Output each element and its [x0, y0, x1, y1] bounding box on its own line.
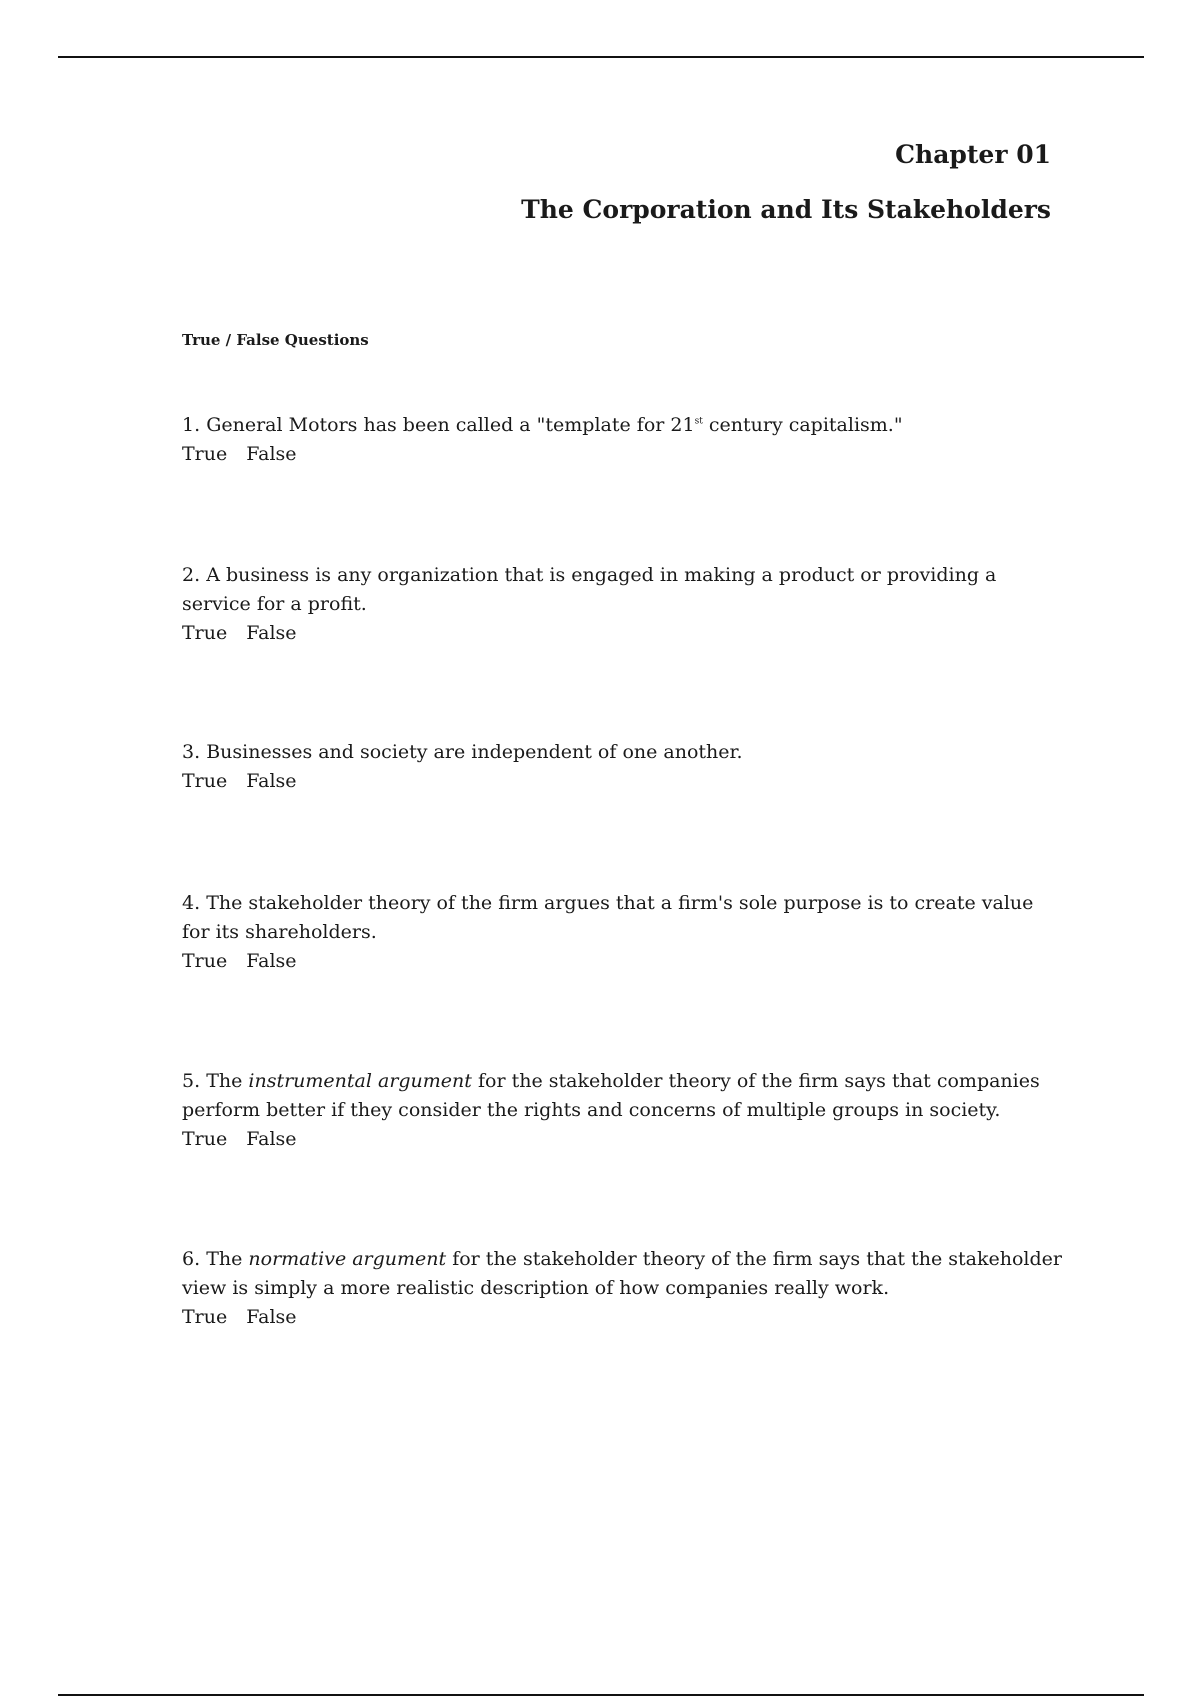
question-number: 6.	[182, 1248, 201, 1270]
answer-options	[182, 767, 1062, 796]
question-text	[182, 1245, 1062, 1303]
answer-false: False	[246, 1128, 297, 1150]
answer-options	[182, 1303, 1062, 1332]
question-text	[182, 561, 1062, 619]
answer-false: False	[246, 622, 297, 644]
question-text	[182, 411, 1062, 440]
question-6	[182, 1245, 1062, 1332]
question-number: 4.	[182, 892, 201, 914]
answer-true: True	[182, 622, 228, 644]
question-number: 5.	[182, 1070, 201, 1092]
question-text-part: The	[206, 1070, 249, 1092]
answer-options	[182, 947, 1062, 976]
answer-true: True	[182, 1306, 228, 1328]
answer-false: False	[246, 950, 297, 972]
emphasized-term: instrumental argument	[248, 1070, 472, 1092]
question-text-part: A business is any organization that is engaged in making a product or providing a service for a profit.	[182, 564, 997, 615]
answer-true: True	[182, 1128, 228, 1150]
question-text-part: century capitalism."	[702, 414, 903, 436]
answer-false: False	[246, 1306, 297, 1328]
top-rule	[58, 56, 1144, 58]
emphasized-term: normative argument	[248, 1248, 447, 1270]
question-number: 1.	[182, 414, 201, 436]
chapter-number: Chapter 01	[895, 140, 1051, 169]
answer-true: True	[182, 443, 228, 465]
question-number: 3.	[182, 741, 201, 763]
chapter-heading	[521, 142, 1051, 222]
bottom-rule	[58, 1694, 1144, 1696]
answer-false: False	[246, 770, 297, 792]
question-3	[182, 738, 1062, 796]
question-text	[182, 738, 1062, 767]
section-label: True / False Questions	[182, 331, 369, 349]
answer-options	[182, 1125, 1062, 1154]
question-5	[182, 1067, 1062, 1154]
question-number: 2.	[182, 564, 201, 586]
question-text-part: General Motors has been called a "template for 21	[206, 414, 695, 436]
question-text-part: The	[206, 1248, 249, 1270]
answer-false: False	[246, 443, 297, 465]
answer-options	[182, 440, 1062, 469]
question-text-part: The stakeholder theory of the firm argues that a firm's sole purpose is to create value for its shareholders.	[182, 892, 1034, 943]
question-2	[182, 561, 1062, 648]
question-1	[182, 411, 1062, 469]
question-text-part: Businesses and society are independent of one another.	[206, 741, 743, 763]
answer-true: True	[182, 950, 228, 972]
question-text-part: for the stakeholder theory of the firm says that the stakeholder view is simply a more realistic description of how companies really work.	[182, 1248, 1062, 1299]
chapter-title: The Corporation and Its Stakeholders	[521, 195, 1051, 224]
question-text	[182, 1067, 1062, 1125]
answer-true: True	[182, 770, 228, 792]
question-text-part: for the stakeholder theory of the firm says that companies perform better if they consider the rights and concerns of multiple groups in society.	[182, 1070, 1040, 1121]
question-text	[182, 889, 1062, 947]
question-4	[182, 889, 1062, 976]
answer-options	[182, 619, 1062, 648]
ordinal-superscript: st	[694, 416, 703, 427]
